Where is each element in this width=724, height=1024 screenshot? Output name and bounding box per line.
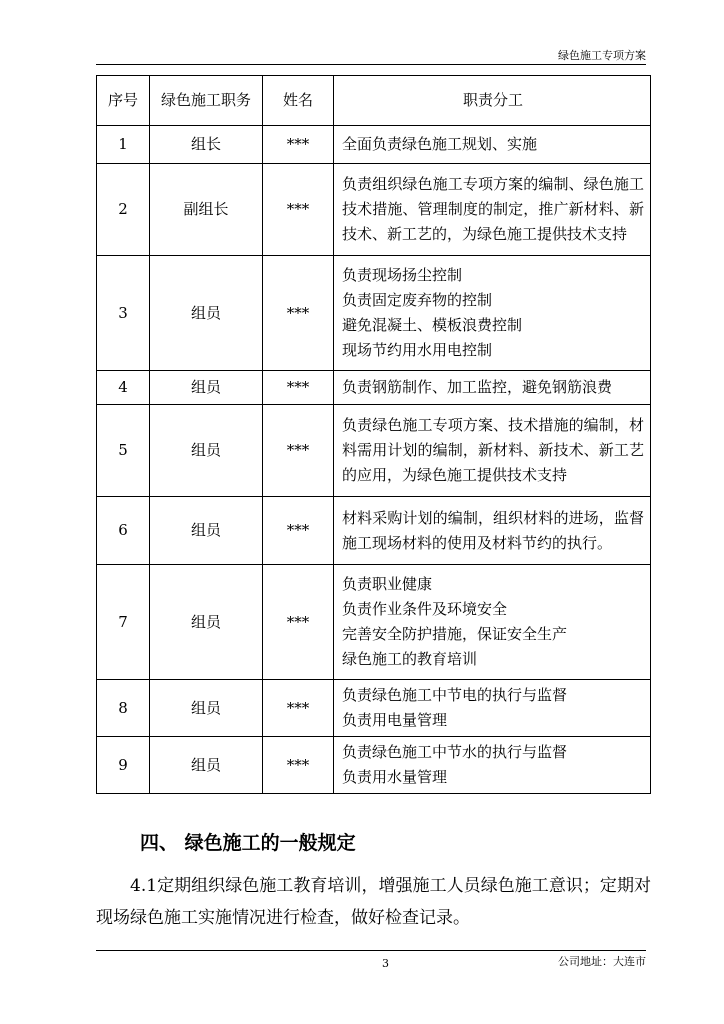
header-name: 姓名 bbox=[263, 76, 334, 126]
section-paragraph: 4.1定期组织绿色施工教育培训，增强施工人员绿色施工意识；定期对现场绿色施工实施情况进行检查，做好检查记录。 bbox=[96, 876, 651, 928]
row-duty bbox=[334, 126, 651, 164]
footer-rule bbox=[96, 950, 646, 951]
table-header-row bbox=[97, 76, 651, 126]
row-duty bbox=[334, 737, 651, 794]
duty-line: 负责固定废弃物的控制 bbox=[342, 291, 493, 309]
header-role: 绿色施工职务 bbox=[150, 76, 263, 126]
duty-line: 负责绿色施工中节电的执行与监督 bbox=[342, 686, 568, 704]
row-name: *** bbox=[263, 256, 334, 371]
row-no: 2 bbox=[97, 164, 150, 256]
row-duty bbox=[334, 565, 651, 680]
row-role: 组员 bbox=[150, 371, 263, 405]
row-duty bbox=[334, 405, 651, 497]
duty-line: 避免混凝土、模板浪费控制 bbox=[342, 316, 523, 334]
page-header-title: 绿色施工专项方案 bbox=[558, 49, 646, 62]
row-name: *** bbox=[263, 680, 334, 737]
row-role: 组员 bbox=[150, 405, 263, 497]
duty-line: 全面负责绿色施工规划、实施 bbox=[342, 135, 538, 153]
table-row bbox=[97, 680, 651, 737]
header-rule bbox=[96, 64, 646, 65]
row-no: 5 bbox=[97, 405, 150, 497]
header-duty: 职责分工 bbox=[334, 76, 651, 126]
duty-line: 负责作业条件及环境安全 bbox=[342, 600, 508, 618]
row-duty bbox=[334, 680, 651, 737]
table-row bbox=[97, 256, 651, 371]
row-no: 4 bbox=[97, 371, 150, 405]
row-duty bbox=[334, 256, 651, 371]
section-title: 四、 绿色施工的一般规定 bbox=[140, 832, 356, 854]
table-row bbox=[97, 371, 651, 405]
row-no: 6 bbox=[97, 497, 150, 565]
row-name: *** bbox=[263, 126, 334, 164]
duty-line: 材料采购计划的编制，组织材料的进场，监督施工现场材料的使用及材料节约的执行。 bbox=[342, 508, 644, 552]
row-role: 组员 bbox=[150, 737, 263, 794]
row-no: 1 bbox=[97, 126, 150, 164]
duty-line: 负责组织绿色施工专项方案的编制、绿色施工技术措施、管理制度的制定，推广新材料、新技术、新工艺的，为绿色施工提供技术支持 bbox=[342, 175, 644, 243]
footer-address: 公司地址：大连市 bbox=[558, 955, 646, 968]
table-row bbox=[97, 565, 651, 680]
duty-line: 负责职业健康 bbox=[342, 575, 433, 593]
header-no: 序号 bbox=[97, 76, 150, 126]
table-row bbox=[97, 497, 651, 565]
row-duty bbox=[334, 497, 651, 565]
row-role: 组长 bbox=[150, 126, 263, 164]
page-number: 3 bbox=[382, 957, 389, 970]
table-row bbox=[97, 126, 651, 164]
duty-line: 负责用水量管理 bbox=[342, 768, 448, 786]
row-role: 组员 bbox=[150, 256, 263, 371]
row-no: 9 bbox=[97, 737, 150, 794]
row-no: 8 bbox=[97, 680, 150, 737]
duty-line: 负责用电量管理 bbox=[342, 711, 448, 729]
duty-line: 完善安全防护措施，保证安全生产 bbox=[342, 625, 568, 643]
duty-line: 负责绿色施工专项方案、技术措施的编制，材料需用计划的编制，新材料、新技术、新工艺的应用，为绿色施工提供技术支持 bbox=[342, 416, 644, 484]
row-name: *** bbox=[263, 737, 334, 794]
duty-line: 现场节约用水用电控制 bbox=[342, 341, 493, 359]
row-role: 组员 bbox=[150, 565, 263, 680]
duty-line: 负责钢筋制作、加工监控，避免钢筋浪费 bbox=[342, 378, 613, 396]
row-no: 7 bbox=[97, 565, 150, 680]
row-name: *** bbox=[263, 371, 334, 405]
row-role: 组员 bbox=[150, 680, 263, 737]
row-duty bbox=[334, 371, 651, 405]
table-body bbox=[97, 126, 651, 794]
duty-line: 绿色施工的教育培训 bbox=[342, 650, 478, 668]
duty-line: 负责绿色施工中节水的执行与监督 bbox=[342, 743, 568, 761]
table-row bbox=[97, 405, 651, 497]
row-name: *** bbox=[263, 565, 334, 680]
row-duty bbox=[334, 164, 651, 256]
row-name: *** bbox=[263, 497, 334, 565]
duty-table bbox=[96, 75, 651, 794]
row-no: 3 bbox=[97, 256, 150, 371]
row-name: *** bbox=[263, 405, 334, 497]
table-row bbox=[97, 164, 651, 256]
row-name: *** bbox=[263, 164, 334, 256]
row-role: 副组长 bbox=[150, 164, 263, 256]
row-role: 组员 bbox=[150, 497, 263, 565]
table-row bbox=[97, 737, 651, 794]
duty-line: 负责现场扬尘控制 bbox=[342, 266, 463, 284]
